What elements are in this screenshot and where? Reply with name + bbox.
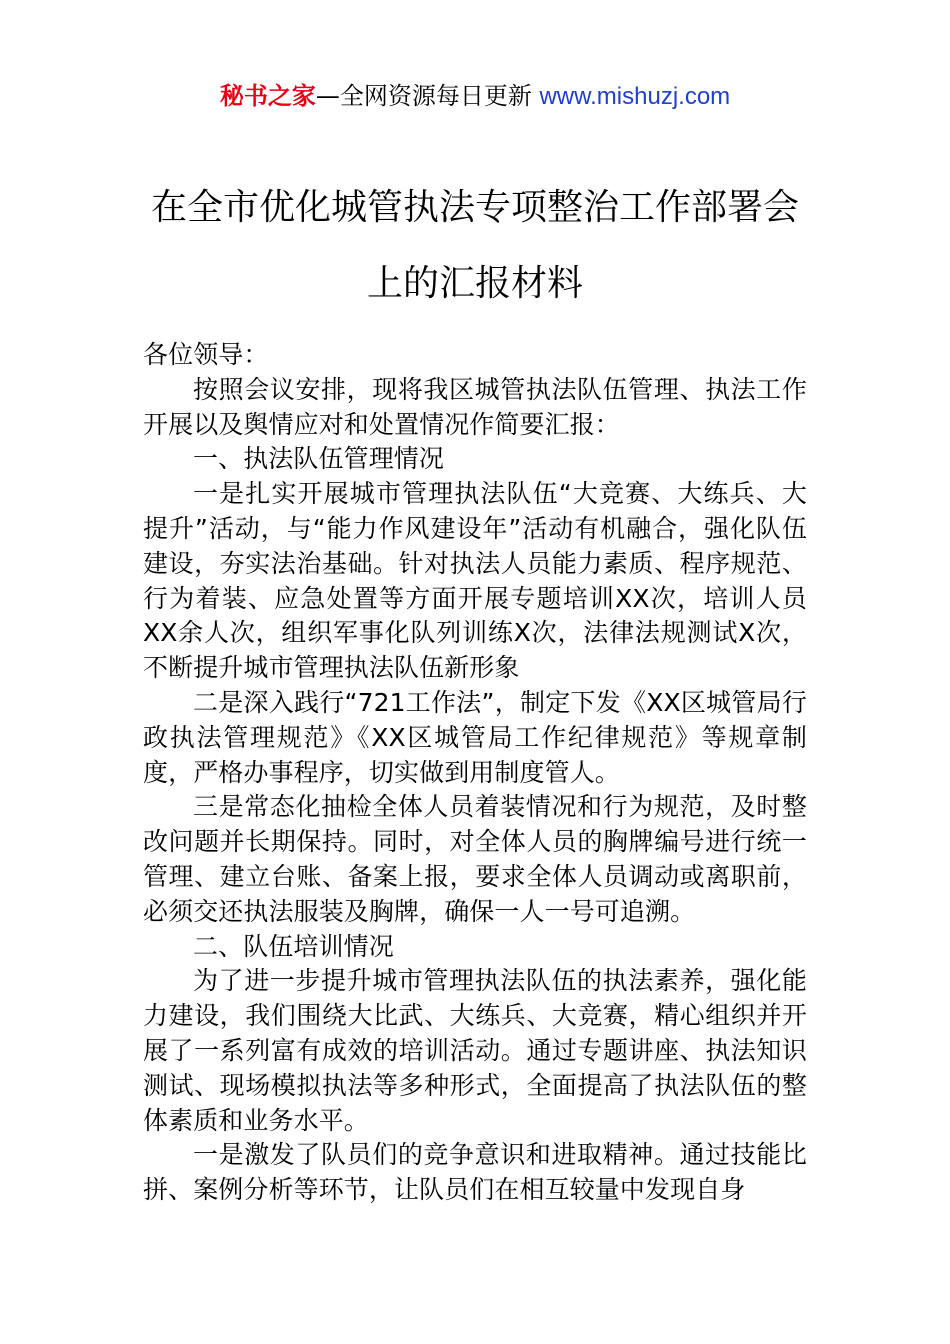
banner-tagline: —全网资源每日更新 [315, 82, 532, 110]
title-line-1: 在全市优化城管执法专项整治工作部署会 [150, 187, 799, 228]
site-banner [0, 80, 950, 113]
section-heading-2: 二、队伍培训情况 [193, 931, 394, 961]
paragraph-intro: 按照会议安排，现将我区城管执法队伍管理、执法工作开展以及舆情应对和处置情况作简要汇报： [143, 374, 807, 439]
title-line-2: 上的汇报材料 [366, 263, 583, 304]
site-link[interactable]: www.mishuzj.com [539, 83, 731, 110]
salutation: 各位领导： [143, 340, 269, 369]
document-title [0, 170, 950, 322]
brand-name: 秘书之家 [219, 82, 316, 110]
paragraph: 二是深入践行“721工作法”，制定下发《XX区城管局行政执法管理规范》《XX区城管局工作纪律规范》等规章制度，严格办事程序，切实做到用制度管人。 [143, 687, 807, 787]
paragraph: 一是扎实开展城市管理执法队伍“大竞赛、大练兵、大提升”活动，与“能力作风建设年”活动有机融合，强化队伍建设，夯实法治基础。针对执法人员能力素质、程序规范、行为着装、应急处置等方面开展专题培训XX次，培训人员XX余人次，组织军事化队列训练X次，法律法规测试X次，不断提升城市管理执法队伍新形象 [143, 479, 807, 683]
section-heading-1: 一、执法队伍管理情况 [193, 444, 445, 474]
paragraph: 三是常态化抽检全体人员着装情况和行为规范，及时整改问题并长期保持。同时，对全体人员的胸牌编号进行统一管理、建立台账、备案上报，要求全体人员调动或离职前，必须交还执法服装及胸牌，确保一人一号可追溯。 [143, 792, 807, 926]
document-body [143, 338, 807, 1208]
paragraph: 为了进一步提升城市管理执法队伍的执法素养，强化能力建设，我们围绕大比武、大练兵、大竞赛，精心组织并开展了一系列富有成效的培训活动。通过专题讲座、执法知识测试、现场模拟执法等多种形式，全面提高了执法队伍的整体素质和业务水平。 [143, 966, 807, 1135]
paragraph: 一是激发了队员们的竞争意识和进取精神。通过技能比拼、案例分析等环节，让队员们在相互较量中发现自身 [143, 1140, 807, 1205]
